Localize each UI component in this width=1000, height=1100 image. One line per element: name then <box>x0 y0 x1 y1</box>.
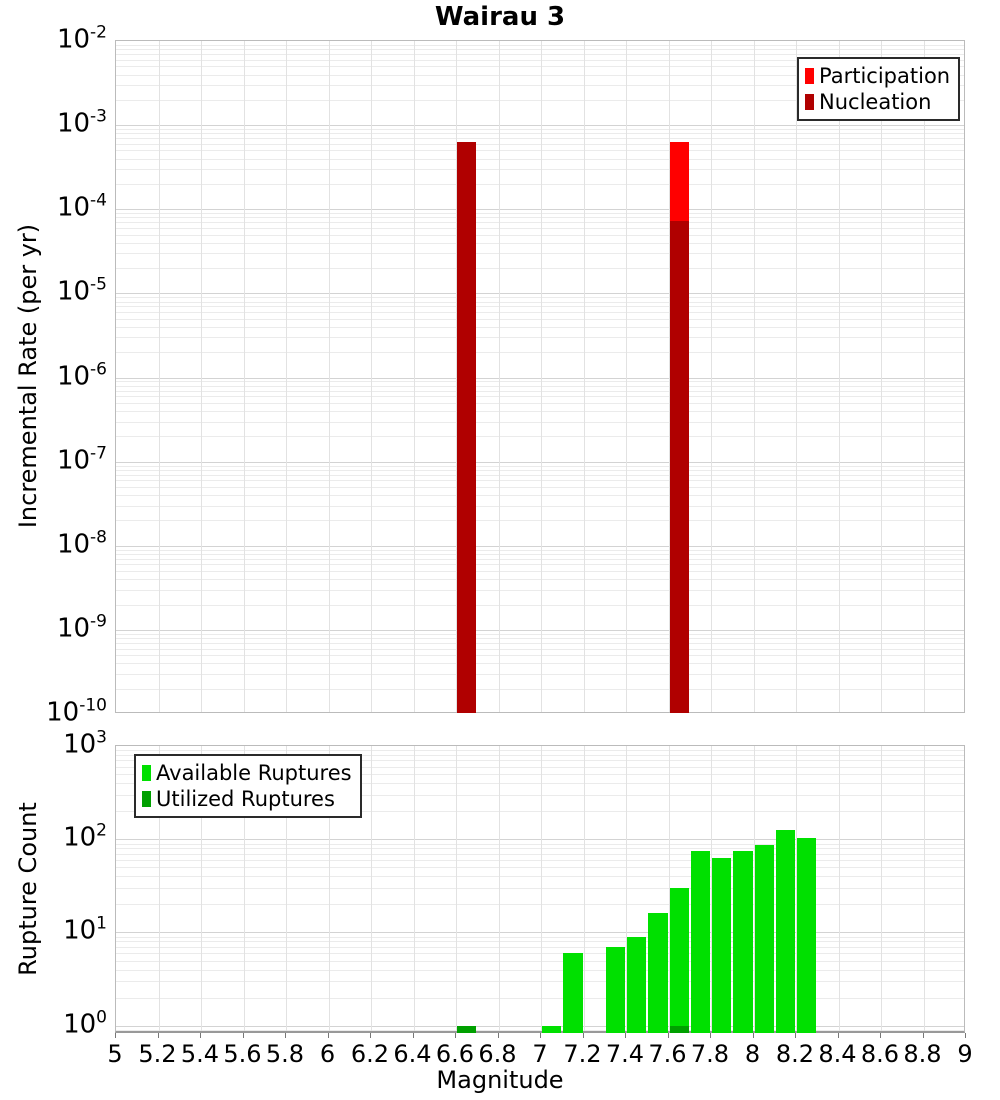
grid-line-vertical <box>881 746 882 1031</box>
x-tick-label: 6 <box>319 1040 336 1068</box>
rupture-count-legend <box>134 754 362 818</box>
x-tick-label: 6.6 <box>435 1040 475 1068</box>
x-tick-mark <box>285 1033 286 1038</box>
x-tick-mark <box>243 1033 244 1038</box>
grid-line-vertical <box>329 41 330 712</box>
x-tick-mark <box>540 1033 541 1038</box>
available-ruptures-swatch-icon <box>142 765 151 781</box>
y-axis-label-incremental-rate: Incremental Rate (per yr) <box>14 223 42 529</box>
x-tick-label: 5.4 <box>180 1040 220 1068</box>
x-tick-label: 6.4 <box>393 1040 432 1068</box>
nucleation-swatch-icon <box>805 94 814 110</box>
bar-available-ruptures <box>776 830 795 1033</box>
legend-label-participation: Participation <box>819 64 951 88</box>
y-tick-label: $10^{-10}$ <box>46 695 107 728</box>
bar-available-ruptures <box>606 947 625 1033</box>
bar-nucleation <box>457 142 476 713</box>
y-tick-label: $10^{-7}$ <box>56 443 107 476</box>
y-tick-label: $10^{-9}$ <box>56 611 107 644</box>
x-tick-mark <box>455 1033 456 1038</box>
x-tick-label: 7.2 <box>563 1040 602 1068</box>
grid-line-vertical <box>626 41 627 712</box>
x-tick-mark <box>668 1033 669 1038</box>
y-tick-label: $10^2$ <box>63 820 107 853</box>
grid-line-vertical <box>924 746 925 1031</box>
mfd-legend <box>797 57 960 121</box>
x-tick-label: 7.8 <box>690 1040 730 1068</box>
y-tick-label: $10^3$ <box>63 727 107 760</box>
grid-line-vertical <box>414 41 415 712</box>
grid-line-vertical <box>456 746 457 1031</box>
x-tick-mark <box>413 1033 414 1038</box>
grid-line-vertical <box>371 41 372 712</box>
grid-line-vertical <box>244 41 245 712</box>
x-tick-mark <box>625 1033 626 1038</box>
x-tick-mark <box>923 1033 924 1038</box>
bar-utilized-ruptures <box>670 1026 689 1033</box>
x-tick-mark <box>710 1033 711 1038</box>
x-tick-label: 8.2 <box>775 1040 815 1068</box>
grid-line-vertical <box>584 41 585 712</box>
legend-item-nucleation <box>805 89 950 115</box>
x-tick-label: 6.8 <box>478 1040 517 1068</box>
grid-line-vertical <box>839 746 840 1031</box>
y-tick-label: $10^{-8}$ <box>56 527 107 560</box>
x-tick-mark <box>498 1033 499 1038</box>
x-tick-mark <box>753 1033 754 1038</box>
bar-utilized-ruptures <box>457 1026 476 1033</box>
x-tick-label: 5.6 <box>223 1040 262 1068</box>
bar-nucleation <box>670 221 689 713</box>
grid-line-vertical <box>881 41 882 712</box>
bar-available-ruptures <box>797 838 816 1033</box>
bar-available-ruptures <box>733 851 752 1033</box>
utilized-ruptures-swatch-icon <box>142 791 151 807</box>
grid-line-vertical <box>924 41 925 712</box>
grid-line-vertical <box>541 41 542 712</box>
x-tick-mark <box>583 1033 584 1038</box>
y-tick-label: $10^1$ <box>63 913 107 946</box>
bar-available-ruptures <box>627 937 646 1033</box>
grid-line-vertical <box>499 41 500 712</box>
x-tick-label: 5.2 <box>138 1040 177 1068</box>
bar-available-ruptures <box>648 913 667 1033</box>
x-tick-label: 5.8 <box>265 1040 305 1068</box>
bar-available-ruptures <box>691 851 710 1033</box>
x-tick-label: 5 <box>107 1040 123 1068</box>
grid-line-vertical <box>414 746 415 1031</box>
x-tick-label: 7.4 <box>605 1040 645 1068</box>
grid-line-vertical <box>286 41 287 712</box>
x-tick-label: 9 <box>957 1040 973 1068</box>
grid-line-vertical <box>499 746 500 1031</box>
grid-line-vertical <box>711 41 712 712</box>
legend-label-nucleation: Nucleation <box>819 90 932 114</box>
legend-label-utilized: Utilized Ruptures <box>156 787 335 811</box>
mfd-plot-area <box>115 40 965 713</box>
x-axis-label-magnitude: Magnitude <box>436 1066 564 1094</box>
grid-line-vertical <box>201 41 202 712</box>
x-tick-mark <box>965 1033 966 1038</box>
chart-title: Wairau 3 <box>434 2 566 32</box>
x-tick-label: 8.4 <box>818 1040 857 1068</box>
y-tick-label: $10^{-3}$ <box>56 106 107 139</box>
grid-line-vertical <box>541 746 542 1031</box>
x-tick-mark <box>880 1033 881 1038</box>
x-tick-mark <box>838 1033 839 1038</box>
y-tick-label: $10^{-2}$ <box>56 22 107 55</box>
legend-item-available <box>142 760 352 786</box>
x-tick-label: 6.2 <box>350 1040 390 1068</box>
x-tick-label: 8.8 <box>903 1040 942 1068</box>
grid-line-vertical <box>839 41 840 712</box>
x-tick-mark <box>795 1033 796 1038</box>
x-tick-mark <box>370 1033 371 1038</box>
bar-available-ruptures <box>712 858 731 1033</box>
x-tick-label: 8.6 <box>860 1040 900 1068</box>
bar-available-ruptures <box>563 953 582 1033</box>
bar-available-ruptures <box>755 845 774 1033</box>
x-tick-mark <box>200 1033 201 1038</box>
x-tick-label: 7.6 <box>648 1040 687 1068</box>
x-tick-mark <box>158 1033 159 1038</box>
bar-available-ruptures <box>542 1026 561 1033</box>
y-tick-label: $10^{-6}$ <box>56 358 107 391</box>
x-tick-mark <box>328 1033 329 1038</box>
bar-available-ruptures <box>670 888 689 1033</box>
grid-line-vertical <box>584 746 585 1031</box>
x-tick-label: 7 <box>532 1040 548 1068</box>
grid-line-vertical <box>159 41 160 712</box>
participation-swatch-icon <box>805 68 814 84</box>
y-tick-label: $10^{-5}$ <box>56 274 107 307</box>
y-tick-label: $10^{-4}$ <box>56 190 107 223</box>
grid-line-vertical <box>754 41 755 712</box>
grid-line-vertical <box>371 746 372 1031</box>
legend-item-participation <box>805 63 950 89</box>
grid-line-vertical <box>796 41 797 712</box>
x-tick-label: 8 <box>744 1040 761 1068</box>
legend-label-available: Available Ruptures <box>156 761 352 785</box>
x-tick-mark <box>115 1033 116 1038</box>
y-axis-label-rupture-count: Rupture Count <box>14 802 42 976</box>
y-tick-label: $10^0$ <box>63 1007 107 1040</box>
legend-item-utilized <box>142 786 352 812</box>
